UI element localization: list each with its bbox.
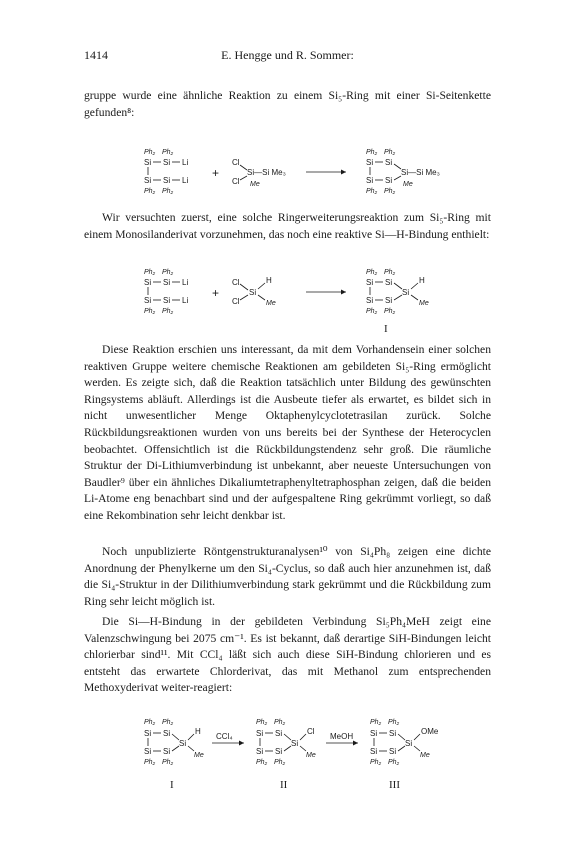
dilithium-reactant: [144, 269, 188, 315]
svg-text:Si: Si: [179, 739, 187, 748]
svg-text:H: H: [266, 276, 272, 285]
svg-text:Ph₂: Ph₂: [384, 188, 396, 195]
svg-text:Si: Si: [163, 278, 171, 287]
svg-text:H: H: [419, 276, 425, 285]
svg-text:Cl: Cl: [232, 278, 240, 287]
svg-text:Ph₂: Ph₂: [274, 719, 286, 726]
svg-text:Me: Me: [194, 752, 204, 759]
compound-label-III: III: [389, 779, 400, 791]
reaction-scheme-3: [84, 714, 491, 798]
svg-text:Me: Me: [306, 752, 316, 759]
product-I: [366, 269, 429, 335]
svg-text:Si: Si: [144, 158, 152, 167]
svg-text:Ph₂: Ph₂: [366, 308, 378, 315]
svg-text:Si: Si: [366, 176, 374, 185]
paragraph-intro: gruppe wurde eine ähnliche Reaktion zu einem Si₅-Ring mit einer Si-Seitenkette gefunden⁸:: [84, 89, 491, 119]
svg-text:Ph₂: Ph₂: [144, 269, 156, 276]
svg-text:Ph₂: Ph₂: [162, 308, 174, 315]
svg-text:Cl: Cl: [232, 177, 240, 186]
paragraph-ring-expansion: Wir versuchten zuerst, eine solche Ringerweiterungsreaktion zum Si₅-Ring mit einem Monosilanderivat vorzunehmen, das noch eine reaktive Si—H-Bindung enthielt:: [84, 211, 491, 241]
svg-text:Si: Si: [163, 747, 171, 756]
svg-text:Si: Si: [144, 296, 152, 305]
svg-text:Si: Si: [385, 278, 393, 287]
svg-text:Ph₂: Ph₂: [384, 149, 396, 156]
svg-text:Si: Si: [275, 729, 283, 738]
svg-text:Si: Si: [256, 747, 264, 756]
svg-text:Si: Si: [389, 729, 397, 738]
svg-text:Ph₂: Ph₂: [162, 269, 174, 276]
monosilane-reactant: [232, 276, 276, 307]
svg-text:Ph₂: Ph₂: [256, 719, 268, 726]
svg-text:Ph₂: Ph₂: [388, 759, 400, 766]
svg-text:Ph₂: Ph₂: [384, 269, 396, 276]
svg-text:Si—Si Me₃: Si—Si Me₃: [401, 168, 440, 177]
svg-text:Si: Si: [389, 747, 397, 756]
svg-text:Ph₂: Ph₂: [388, 719, 400, 726]
svg-text:Si: Si: [366, 296, 374, 305]
svg-text:Me: Me: [250, 181, 260, 188]
svg-text:Si: Si: [385, 296, 393, 305]
running-title: E. Hengge und R. Sommer:: [221, 48, 354, 62]
svg-text:Ph₂: Ph₂: [162, 719, 174, 726]
svg-text:Si: Si: [405, 739, 413, 748]
svg-text:Ph₂: Ph₂: [256, 759, 268, 766]
compound-label-I: I: [384, 323, 388, 335]
svg-text:Ph₂: Ph₂: [366, 188, 378, 195]
svg-text:Si: Si: [256, 729, 264, 738]
svg-text:Ph₂: Ph₂: [366, 149, 378, 156]
svg-text:Ph₂: Ph₂: [162, 149, 174, 156]
svg-text:+: +: [212, 166, 220, 180]
svg-text:Si: Si: [144, 278, 152, 287]
svg-text:Ph₂: Ph₂: [274, 759, 286, 766]
svg-text:Si—Si Me₃: Si—Si Me₃: [247, 168, 286, 177]
svg-text:Si: Si: [291, 739, 299, 748]
svg-text:Li: Li: [182, 176, 189, 185]
svg-text:Li: Li: [182, 296, 189, 305]
page-number: 1414: [84, 48, 108, 62]
svg-text:Si: Si: [370, 747, 378, 756]
paragraph-sih: Die Si—H-Bindung in der gebildeten Verbindung Si₅Ph₄MeH zeigt eine Valenzschwingung bei 2075 cm⁻¹. Es ist bekannt, daß derartige SiH-Bindungen leicht chlorierbar sind¹¹. Mit CCl₄ läßt sich auch diese SiH-Bindung chlorieren und es entsteht das erwartete Chlorderivat, das mit Methanol zum entsprechenden Methoxyderivat weiter-reagiert:: [84, 615, 491, 695]
svg-text:Me: Me: [266, 300, 276, 307]
svg-text:Si: Si: [385, 158, 393, 167]
dilithium-reactant: [144, 149, 188, 195]
svg-text:Si: Si: [249, 288, 257, 297]
svg-text:OMe: OMe: [421, 727, 439, 736]
svg-text:Ph₂: Ph₂: [370, 759, 382, 766]
svg-text:MeOH: MeOH: [330, 732, 354, 741]
svg-text:Ph₂: Ph₂: [144, 719, 156, 726]
svg-text:Ph₂: Ph₂: [162, 759, 174, 766]
paragraph-xray: Noch unpublizierte Röntgenstrukturanalysen¹⁰ von Si₄Ph₈ zeigen eine dichte Anordnung der Phenylkerne um den Si₄-Cyclus, so daß auch hier anzunehmen ist, daß die Si₄-Struktur in der Dilithiumverbindung stark gekrümmt und die Rückbildung zum Ring sehr leicht möglich ist.: [84, 545, 491, 608]
product-1: [366, 149, 440, 195]
svg-text:Si: Si: [402, 288, 410, 297]
svg-text:Li: Li: [182, 278, 189, 287]
svg-text:Cl: Cl: [232, 297, 240, 306]
compound-I: [144, 719, 204, 791]
svg-text:+: +: [212, 286, 220, 300]
svg-text:Si: Si: [366, 158, 374, 167]
compound-label-II: II: [280, 779, 288, 791]
svg-text:Ph₂: Ph₂: [144, 308, 156, 315]
paragraph-discussion: Diese Reaktion erschien uns interessant, da mit dem Vorhandensein einer solchen reaktiven Gruppe weitere chemische Reaktionen am gebildeten Si₅-Ring ermöglicht werden. Es zeigte sich, daß die Reaktion tatsächlich unter Bildung des gewünschten Ringsystems abläuft. Allerdings ist die Ausbeute tiefer als erwartet, es bildet sich in nicht unwesentlicher Menge Oktaphenylcyclotetrasilan zurück. Solche Rückbildungsreaktionen wurden von uns bereits bei der Synthese der Heterocyclen beobachtet. Offensichtlich ist die Rückbildungstendenz sehr groß. Die räumliche Struktur der Di-Lithiumverbindung ist unbekannt, aber neueste Untersuchungen von Baudler⁹ über ein ähnliches Dikaliumtetraphenyltetraphosphan zeigen, daß die beiden Li-Atome eng benachbart sind und der aufgespaltene Ring gekrümmt vorliegt, so daß eine Rekombination sehr leicht denkbar ist.: [84, 343, 491, 522]
svg-text:Si: Si: [163, 296, 171, 305]
svg-text:Ph₂: Ph₂: [144, 149, 156, 156]
svg-text:Ph₂: Ph₂: [370, 719, 382, 726]
svg-text:Cl: Cl: [307, 727, 315, 736]
page-header: [84, 48, 491, 64]
svg-text:Me: Me: [420, 752, 430, 759]
svg-text:Ph₂: Ph₂: [162, 188, 174, 195]
svg-text:Si: Si: [144, 176, 152, 185]
svg-text:Si: Si: [163, 176, 171, 185]
svg-text:H: H: [195, 727, 201, 736]
svg-text:Ph₂: Ph₂: [366, 269, 378, 276]
compound-II: [256, 719, 316, 791]
svg-text:Cl: Cl: [232, 158, 240, 167]
svg-text:Si: Si: [163, 158, 171, 167]
svg-text:Me: Me: [419, 300, 429, 307]
svg-text:Li: Li: [182, 158, 189, 167]
svg-text:Si: Si: [366, 278, 374, 287]
compound-III: [370, 719, 439, 791]
svg-text:Me: Me: [403, 181, 413, 188]
dichlorosilane-reactant: [232, 158, 286, 188]
svg-text:Ph₂: Ph₂: [144, 188, 156, 195]
compound-label-I: I: [170, 779, 174, 791]
svg-text:Si: Si: [144, 729, 152, 738]
svg-text:Si: Si: [144, 747, 152, 756]
svg-text:Ph₂: Ph₂: [384, 308, 396, 315]
svg-text:Si: Si: [385, 176, 393, 185]
svg-text:CCl₄: CCl₄: [216, 732, 233, 741]
svg-text:Si: Si: [163, 729, 171, 738]
reaction-scheme-1: [84, 146, 491, 202]
svg-text:Si: Si: [275, 747, 283, 756]
reaction-scheme-2: [84, 264, 491, 336]
svg-text:Ph₂: Ph₂: [144, 759, 156, 766]
svg-text:Si: Si: [370, 729, 378, 738]
